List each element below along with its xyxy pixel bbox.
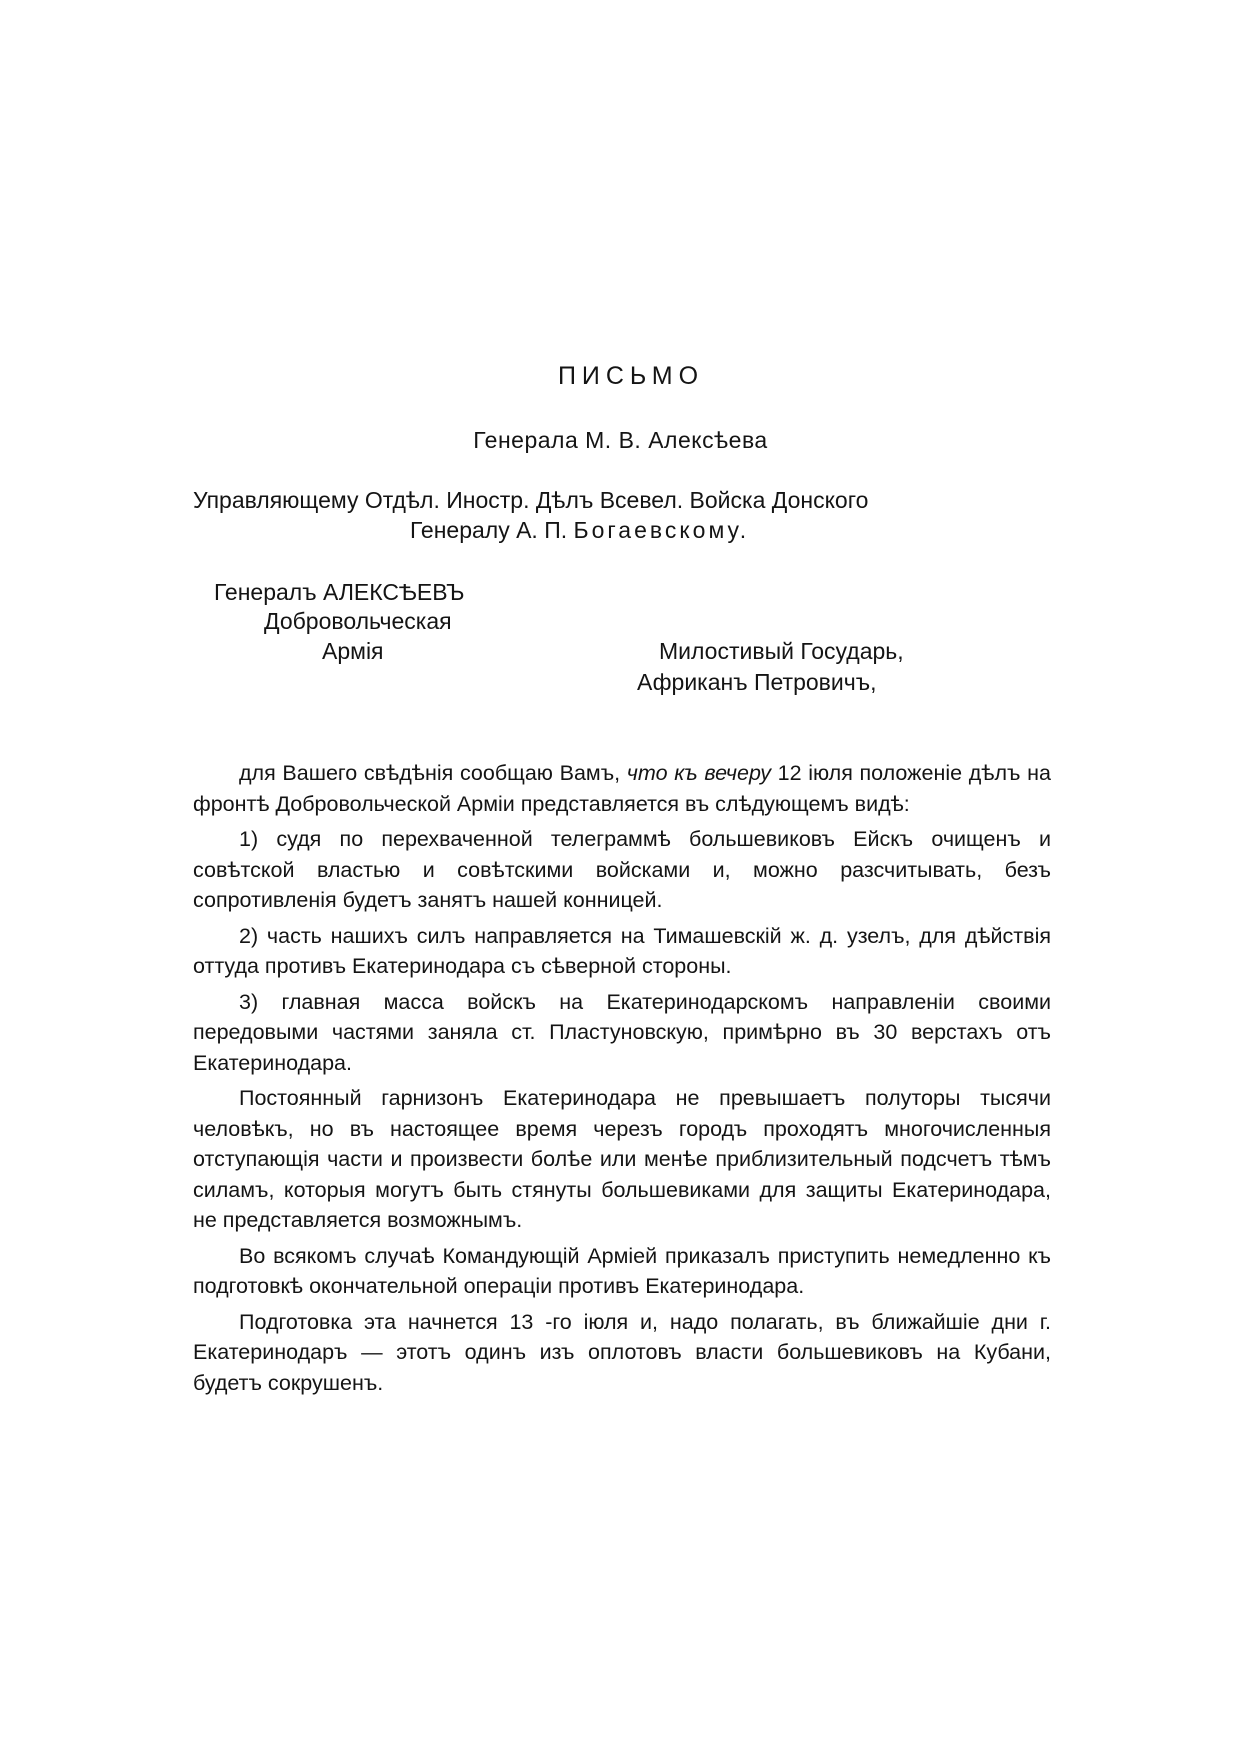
paragraph-2: 1) судя по перехваченной телеграммѣ большевиковъ Ейскъ очищенъ и совѣтской властью и совѣтскими войсками и, можно разсчитывать, безъ сопротивленія будетъ занятъ нашей конницей. bbox=[193, 827, 1051, 912]
paragraph-1-italic: что къ вечеру bbox=[626, 761, 771, 785]
paragraph-7: Подготовка эта начнется 13 -го іюля и, надо полагать, въ ближайшіе дни г. Екатеринодаръ — этотъ одинъ изъ оплотовъ власти большевиковъ на Кубани, будетъ сокрушенъ. bbox=[193, 1309, 1051, 1395]
document-title: ПИСЬМО bbox=[557, 362, 705, 390]
paragraph-1 bbox=[193, 758, 1051, 819]
paragraph-6: Во всякомъ случаѣ Командующій Арміей приказалъ приступить немедленно къ подготовкѣ окончательной операціи противъ Екатеринодара. bbox=[193, 1243, 1051, 1298]
address-line-1: Управляющему Отдѣл. Иностр. Дѣлъ Всевел. Войска Донского bbox=[193, 487, 869, 513]
greeting-line-2: Африканъ Петровичъ, bbox=[637, 669, 877, 695]
address-line-2 bbox=[410, 517, 749, 544]
paragraph-5: Постоянный гарнизонъ Екатеринодара не превышаетъ полуторы тысячи человѣкъ, но въ настоящее время черезъ городъ проходятъ многочисленныя отступающія части и произвести болѣе или менѣе приблизительный подсчетъ тѣмъ силамъ, которыя могутъ быть стянуты большевиками для защиты Екатеринодара, не представляется возможнымъ. bbox=[193, 1086, 1051, 1232]
address-line-2-name: Богаевскому. bbox=[573, 517, 750, 543]
greeting-line-1: Милостивый Государь, bbox=[659, 638, 904, 664]
letter-body bbox=[193, 758, 1051, 1403]
sender-line-2: Добровольческая bbox=[264, 608, 452, 634]
paragraph-3: 2) часть нашихъ силъ направляется на Тимашевскій ж. д. узелъ, для дѣйствія оттуда противъ Екатеринодара съ сѣверной стороны. bbox=[193, 923, 1051, 978]
address-line-2-prefix: Генералу А. П. bbox=[410, 517, 574, 543]
paragraph-1-end: 12 іюля положеніе дѣлъ на фронтѣ Добровольческой Арміи представляется въ слѣдующемъ видѣ: bbox=[193, 761, 1051, 816]
paragraph-4: 3) главная масса войскъ на Екатеринодарскомъ направленіи своими передовыми частями заняла ст. Пластуновскую, примѣрно въ 30 верстахъ отъ Екатеринодара. bbox=[193, 989, 1051, 1075]
sender-line-3: Армія bbox=[322, 638, 384, 664]
paragraph-1-start: для Вашего свѣдѣнія сообщаю Вамъ, bbox=[239, 761, 627, 785]
document-subtitle: Генерала М. В. Алексѣева bbox=[473, 427, 768, 453]
sender-line-1: Генералъ АЛЕКСѢЕВЪ bbox=[214, 579, 465, 605]
